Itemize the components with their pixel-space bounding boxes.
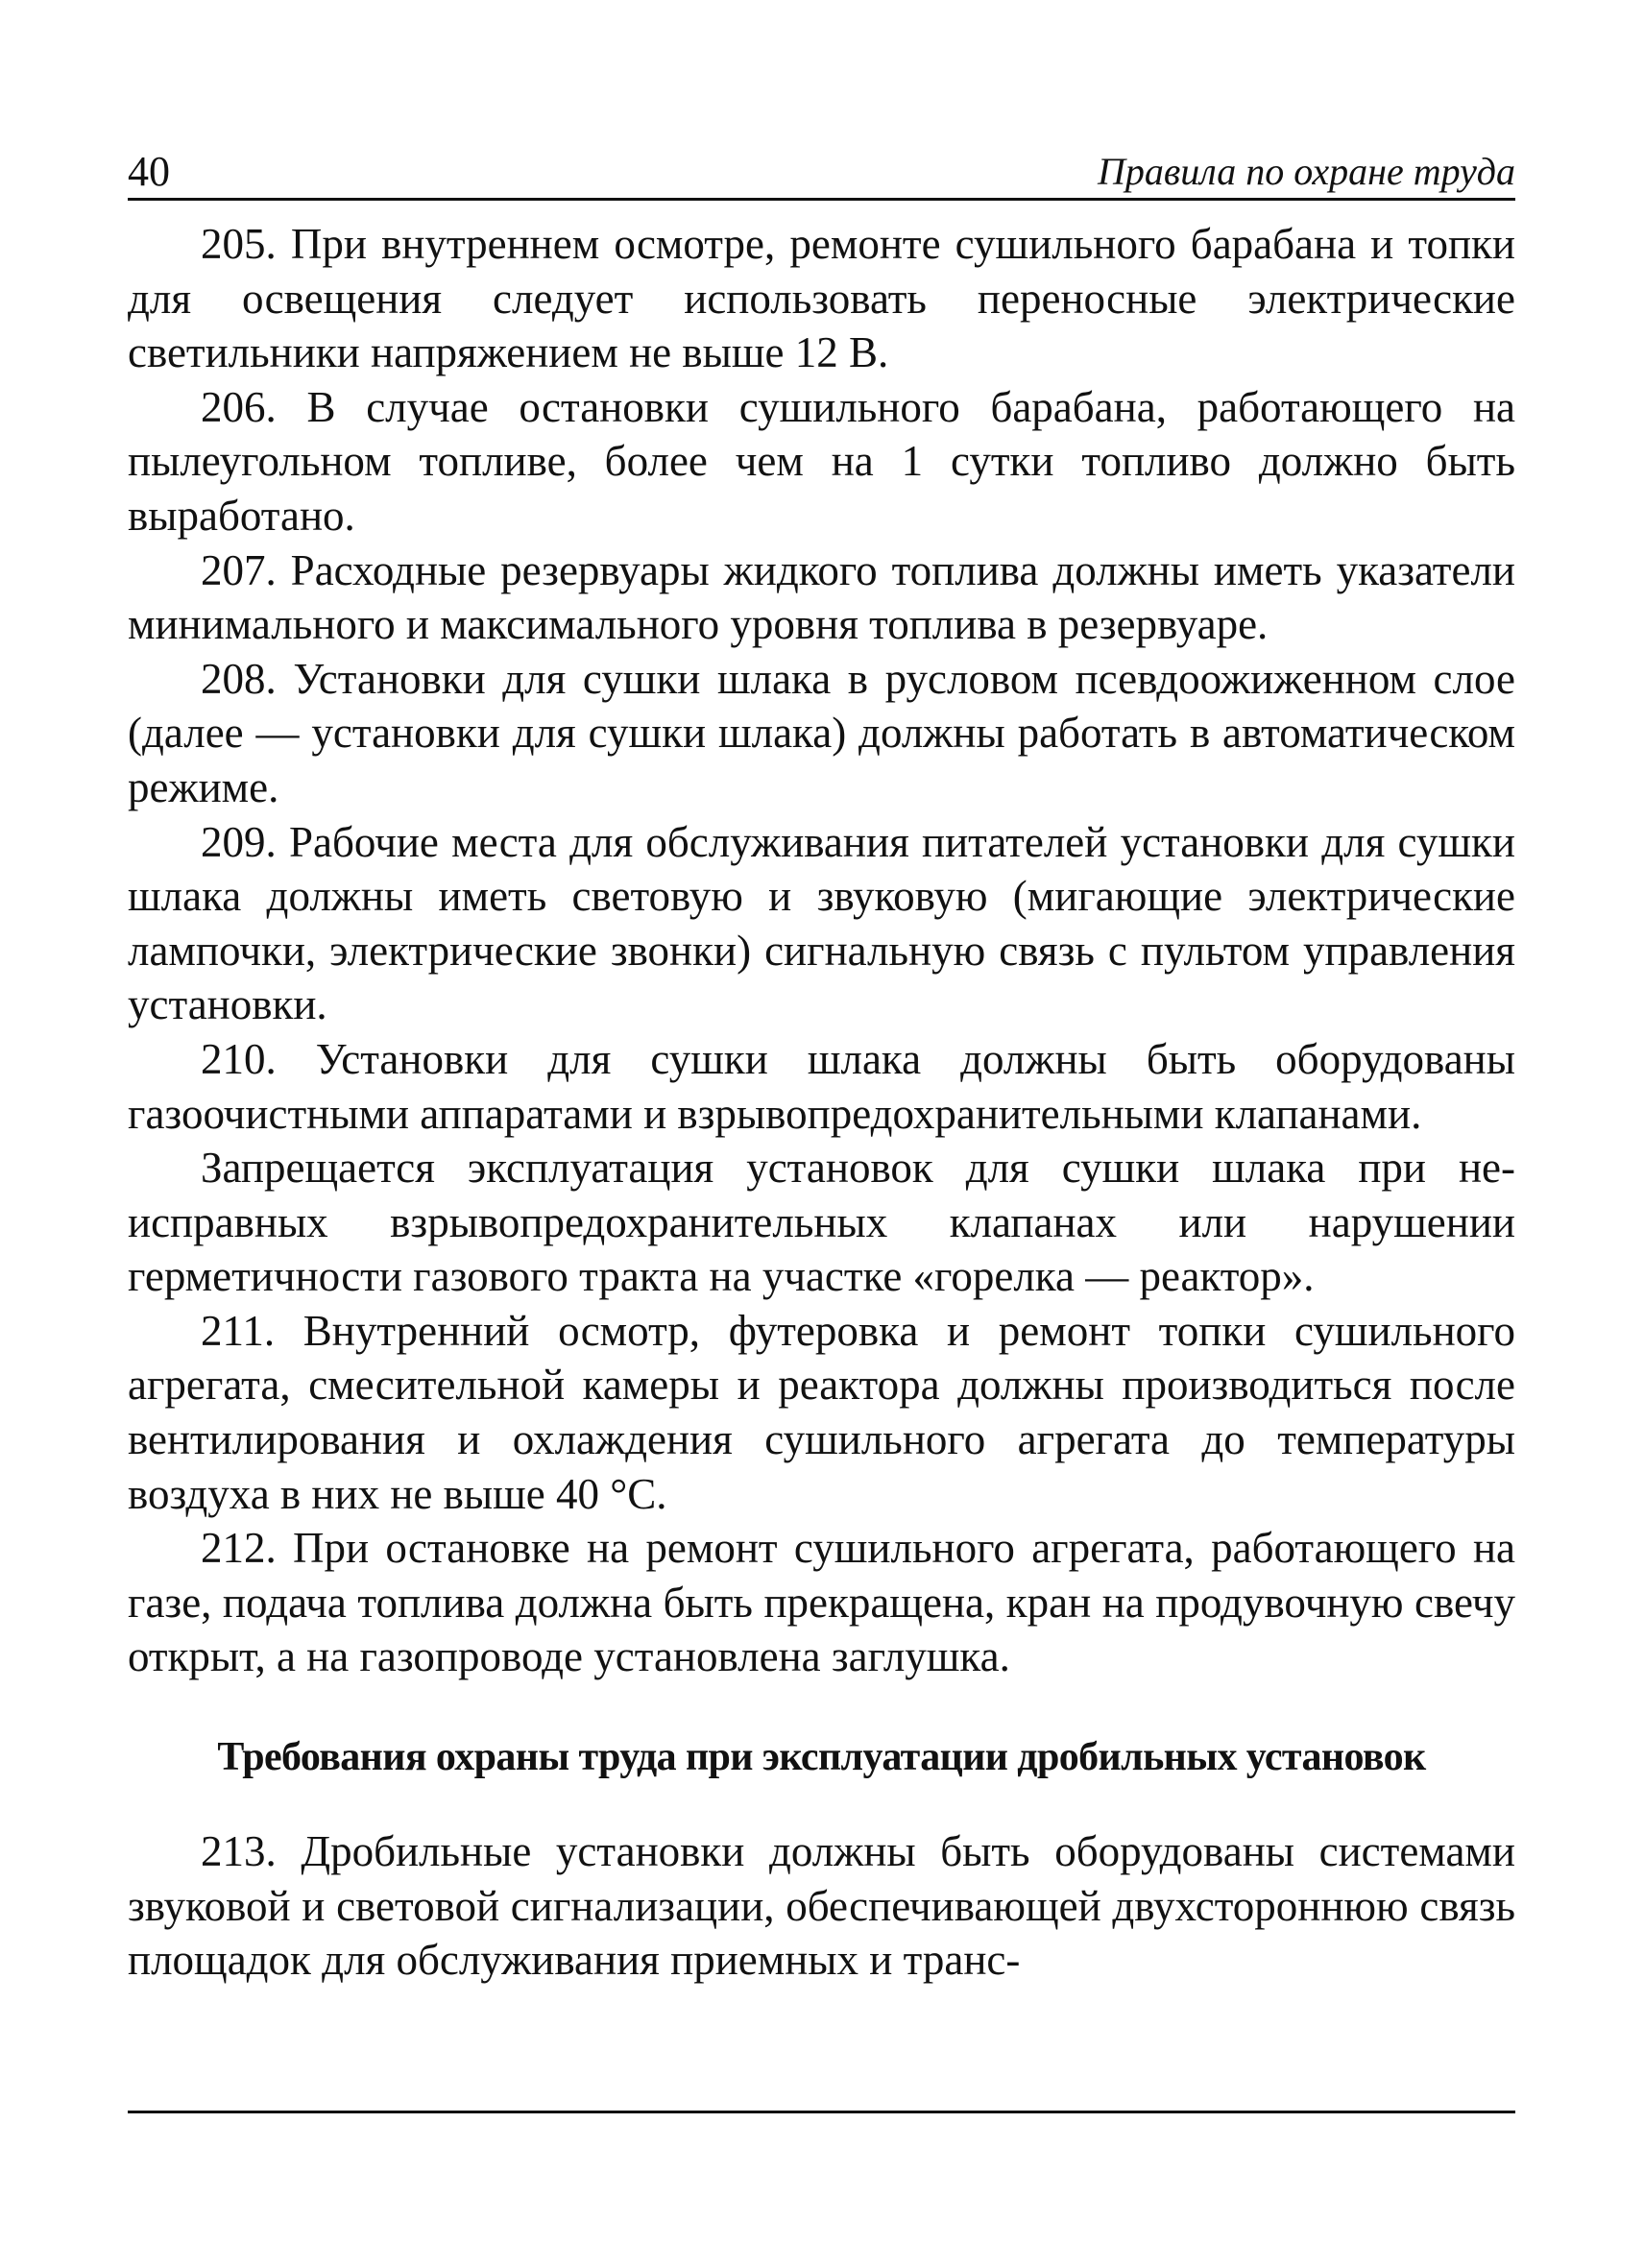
paragraph-210: 210. Установки для сушки шлака должны быть оборудованы газоочистными аппаратами и взрывопредохранительными клапанами. xyxy=(128,1034,1515,1138)
paragraph-209: 209. Рабочие места для обслуживания питателей установки для сушки шлака должны иметь световую и звуковую (мигающие электрические лампочки, электрические звонки) сигнальную связь с пультом управления установки. xyxy=(128,817,1515,1029)
footer-rule xyxy=(128,2111,1515,2113)
page-body xyxy=(128,217,1515,1988)
paragraph-205: 205. При внутреннем осмотре, ремонте сушильного барабана и топки для освещения следует использовать переносные электрические светильники напряжением не выше 12 В. xyxy=(128,220,1515,377)
page-number: 40 xyxy=(128,148,170,195)
paragraph-prohibition: Запрещается эксплуатация установок для сушки шлака при неисправных взрывопредохранительных клапанах или нарушении герметичности газового тракта на участке «горелка — реактор». xyxy=(128,1144,1515,1301)
section-heading: Требования охраны труда при эксплуатации дробильных установок xyxy=(217,1735,1426,1780)
paragraph-207: 207. Расходные резервуары жидкого топлива должны иметь указатели минимального и максимального уровня топлива в резервуаре. xyxy=(128,545,1515,649)
paragraph-206: 206. В случае остановки сушильного барабана, работающего на пылеугольном топливе, более чем на 1 сутки топливо должно быть выработано. xyxy=(128,382,1515,540)
page-header xyxy=(128,144,1515,201)
paragraph-211: 211. Внутренний осмотр, футеровка и ремонт топки сушильного агрегата, смесительной камеры и реактора должны производиться после вентилирования и охлаждения сушильного агрегата до температуры воздуха в них не выше 40 °С. xyxy=(128,1306,1515,1518)
running-title: Правила по охране труда xyxy=(1098,150,1515,193)
paragraph-208: 208. Установки для сушки шлака в русловом псевдоожиженном слое (далее — установки для сушки шлака) должны работать в автоматическом режиме. xyxy=(128,654,1515,811)
paragraph-213: 213. Дробильные установки должны быть оборудованы системами звуковой и световой сигнализации, обеспечивающей двухстороннюю связь площадок для обслуживания приемных и транс- xyxy=(128,1827,1515,1985)
paragraph-212: 212. При остановке на ремонт сушильного агрегата, работающего на газе, подача топлива должна быть прекращена, кран на продувочную свечу открыт, а на газопроводе установлена заглушка. xyxy=(128,1524,1515,1681)
